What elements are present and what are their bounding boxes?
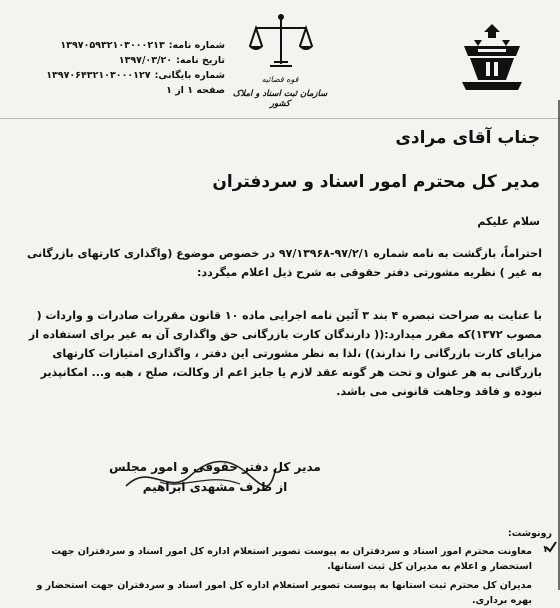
page-number-row: [40, 83, 225, 98]
page-label: صفحه ۱ از ۱: [166, 85, 225, 96]
archive-number-label: شماره بایگانی:: [154, 70, 225, 81]
header-divider: [0, 118, 560, 119]
signatory-title: مدیر کل دفتر حقوقی و امور مجلس: [109, 460, 321, 474]
copy-item-2: مدیران کل محترم ثبت استانها به پیوست تصویر استعلام اداره کل امور اسناد و سردفتران جهت استحضار و بهره برداری.: [36, 580, 532, 606]
archive-number-row: [40, 68, 225, 83]
recipient-title: مدیر کل محترم امور اسناد و سردفتران: [212, 172, 540, 192]
letter-number-value: ۱۳۹۷۰۵۹۳۲۱۰۳۰۰۰۲۱۳: [60, 40, 165, 51]
salutation: سلام علیکم: [477, 215, 540, 228]
paragraph-1: احتراماً، بازگشت به نامه شماره ۹۷/۲/۱-۹۷/۱۳۹۶۸ در خصوص موضوع (واگذاری کارتهای بازرگانی به غیر ) نظریه مشورتی دفتر حقوقی به شرح ذیل اعلام میگردد:: [27, 247, 542, 279]
copies-label: رونوشت:: [507, 528, 552, 539]
paragraph-2: با عنایت به صراحت تبصره ۴ بند ۳ آئین نامه اجرایی ماده ۱۰ قانون مقررات صادرات و واردات ( مصوب ۱۳۷۲)که مقرر میدارد:(( دارندگان کارت بازرگانی حق واگذاری آن به غیر برای استفاده از مزایای کارت بازرگانی را ندارند)) ،لذا به نظر مشورتی این دفتر ، واگذاری امتیازات کارتهای بازرگانی به هر عنوان و تحت هر گونه عقد لازم یا جایز اعم از وکالت، صلح ، هبه و... امکانپذیر نبوده و فاقد وجاهت قانونی می باشد.: [28, 309, 542, 398]
organization-name: سازمان ثبت اسناد و املاک کشور: [232, 89, 328, 109]
letter-number-row: [40, 38, 225, 53]
archive-number-value: ۱۳۹۷۰۶۴۳۲۱۰۳۰۰۰۱۲۷: [46, 70, 151, 81]
recipient-name: جناب آقای مرادی: [395, 128, 540, 148]
copy-item-1: معاونت محترم امور اسناد و سردفتران به پیوست تصویر استعلام اداره کل امور اسناد و سردفتران جهت استحضار و اعلام به مدیران کل ثبت استانها.: [51, 546, 532, 572]
letter-number-label: شماره نامه:: [168, 40, 225, 51]
date-label: تاریخ نامه:: [176, 55, 225, 66]
organization-logo-icon: [456, 20, 528, 98]
date-row: [40, 53, 225, 68]
scales-of-justice-icon: [248, 12, 314, 72]
date-value: ۱۳۹۷/۰۳/۲۰: [118, 55, 173, 66]
letter-meta: [40, 38, 225, 98]
judiciary-label: قوه قضائیه: [261, 75, 299, 84]
copy-item-1-number: ۱: [542, 544, 548, 555]
signatory-name: از طرف مشهدی ابراهیم: [142, 480, 288, 494]
